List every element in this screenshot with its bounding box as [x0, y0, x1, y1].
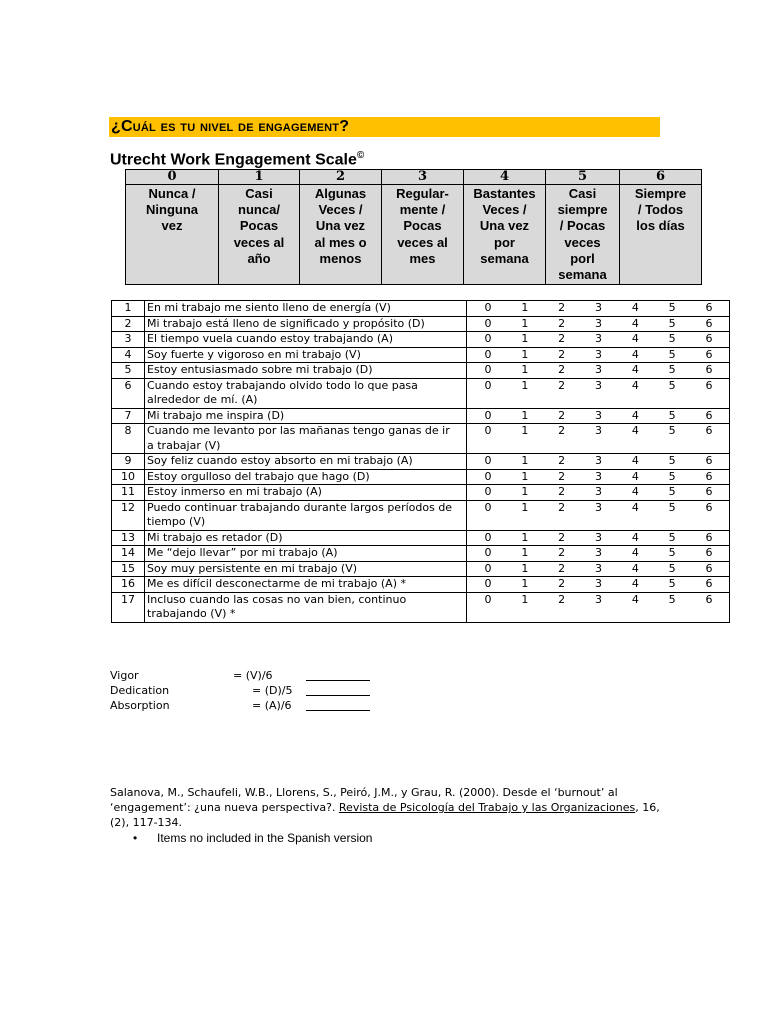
scale-label: [620, 185, 702, 285]
item-statement-line: Me “dejo llevar” por mi trabajo (A): [147, 546, 338, 559]
item-number: 15: [112, 561, 145, 577]
scale-label-line: Una vez: [315, 218, 366, 234]
option-value[interactable]: 3: [594, 424, 602, 437]
item-statement: [145, 332, 467, 348]
answer-blank: [306, 695, 370, 696]
scale-label: [464, 185, 546, 285]
scale-number: 1: [219, 170, 300, 185]
option-value[interactable]: 5: [668, 301, 676, 314]
option-value[interactable]: 3: [594, 546, 602, 559]
option-row: [467, 348, 729, 363]
scale-label-line: / Pocas: [559, 218, 606, 234]
scale-label-line: nunca/: [238, 202, 280, 218]
scale-label-line: Veces /: [482, 202, 527, 218]
option-value[interactable]: 4: [631, 347, 639, 361]
option-value[interactable]: 5: [668, 408, 676, 422]
item-statement: [145, 577, 467, 593]
scale-label: [300, 185, 382, 285]
scale-label-line: Una vez: [479, 218, 530, 234]
option-value[interactable]: 5: [668, 577, 676, 590]
option-value[interactable]: 6: [705, 347, 713, 361]
scale-label-line: / Todos: [637, 202, 684, 218]
scale-label-line: Casi: [245, 186, 273, 201]
item-statement-line: tiempo (V): [147, 515, 206, 528]
answer-blank: [306, 710, 370, 711]
table-row: [112, 347, 730, 363]
option-value[interactable]: 5: [668, 316, 676, 330]
option-value[interactable]: 4: [631, 454, 639, 467]
item-statement-line: Incluso cuando las cosas no van bien, continuo: [147, 592, 407, 606]
item-statement: [145, 454, 467, 470]
option-value[interactable]: 4: [631, 301, 639, 314]
item-statement: [145, 316, 467, 332]
item-number: 2: [112, 316, 145, 332]
option-row: [467, 454, 729, 469]
option-value[interactable]: 4: [631, 378, 639, 392]
scale-number: 0: [126, 170, 219, 185]
item-options: [467, 546, 730, 562]
option-value[interactable]: 5: [668, 347, 676, 361]
item-statement-line: Mi trabajo me inspira (D): [147, 408, 285, 422]
scale-label-line: los días: [636, 218, 685, 234]
item-options: [467, 485, 730, 501]
table-row: [112, 454, 730, 470]
scale-label-line: veces: [564, 234, 601, 250]
option-value[interactable]: 1: [521, 469, 529, 483]
item-statement: [145, 500, 467, 530]
scale-label: [546, 185, 620, 285]
scale-label-line: porl: [570, 250, 595, 266]
option-value[interactable]: 3: [594, 577, 602, 590]
option-value[interactable]: 1: [521, 500, 529, 514]
option-value[interactable]: 1: [521, 454, 529, 467]
scale-label-line: al mes o: [314, 234, 367, 250]
table-row: [112, 363, 730, 379]
option-value[interactable]: 0: [484, 500, 492, 514]
item-statement: [145, 530, 467, 546]
scale-number: 2: [300, 170, 382, 185]
option-value[interactable]: 6: [705, 363, 713, 376]
option-value[interactable]: 0: [484, 378, 492, 392]
item-statement-line: Cuando estoy trabajando olvido todo lo que pasa: [147, 378, 418, 392]
option-value[interactable]: 2: [558, 530, 566, 544]
reference-authors: Salanova, M., Schaufeli, W.B., Llorens, S., Peiró, J.M., y Grau, R. (2000). Desde el ‘burnout’ al ‘engagement’: ¿una nueva perspectiva?.: [110, 786, 618, 814]
option-value[interactable]: 5: [668, 485, 676, 498]
item-number: 17: [112, 592, 145, 622]
option-row: [467, 317, 729, 332]
option-value[interactable]: 2: [558, 363, 566, 376]
option-value[interactable]: 5: [668, 561, 676, 575]
scale-label-row: [126, 185, 702, 285]
formula-label: Vigor: [110, 669, 139, 682]
option-value[interactable]: 4: [631, 408, 639, 422]
item-options: [467, 500, 730, 530]
item-statement-line: a trabajar (V): [147, 438, 221, 452]
item-statement-line: trabajando (V) *: [147, 607, 236, 620]
option-value[interactable]: 0: [484, 332, 492, 345]
item-options: [467, 332, 730, 348]
copyright-mark: ©: [356, 150, 365, 161]
item-statement-line: El tiempo vuela cuando estoy trabajando (A): [147, 332, 393, 345]
option-value[interactable]: 5: [668, 378, 676, 392]
option-value[interactable]: 2: [558, 469, 566, 483]
item-statement-line: alrededor de mí. (A): [147, 393, 258, 406]
reference-volume: , 16, (2), 117-134.: [110, 801, 660, 829]
scale-label-line: Regular-: [396, 186, 449, 201]
option-value[interactable]: 0: [484, 592, 492, 606]
option-value[interactable]: 1: [521, 301, 529, 314]
item-statement: [145, 469, 467, 485]
option-value[interactable]: 5: [668, 454, 676, 467]
table-row: [112, 469, 730, 485]
option-value[interactable]: 3: [594, 301, 602, 314]
item-statement-line: Cuando me levanto por las mañanas tengo ganas de ir: [147, 424, 450, 437]
option-value[interactable]: 2: [558, 424, 566, 437]
option-value[interactable]: 1: [521, 592, 529, 606]
option-value[interactable]: 4: [631, 500, 639, 514]
scale-title: [110, 150, 364, 169]
option-row: [467, 577, 729, 592]
option-value[interactable]: 4: [631, 424, 639, 437]
option-row: [467, 501, 729, 516]
item-options: [467, 561, 730, 577]
scale-title-text: Utrecht Work Engagement Scale: [110, 151, 357, 169]
scale-label-line: año: [247, 250, 271, 266]
footnote-bullet: [133, 831, 372, 845]
item-statement-line: En mi trabajo me siento lleno de energía (V): [147, 301, 391, 314]
table-row: [112, 530, 730, 546]
item-number: 10: [112, 469, 145, 485]
item-statement-line: Soy muy persistente en mi trabajo (V): [147, 561, 358, 575]
option-row: [467, 546, 729, 561]
option-value[interactable]: 0: [484, 561, 492, 575]
scale-label: [219, 185, 300, 285]
item-options: [467, 424, 730, 454]
option-value[interactable]: 3: [594, 363, 602, 376]
option-value[interactable]: 6: [705, 485, 713, 498]
option-value[interactable]: 2: [558, 332, 566, 345]
title-banner: [109, 117, 660, 137]
option-row: [467, 301, 729, 316]
option-row: [467, 593, 729, 608]
item-statement-line: Estoy inmerso en mi trabajo (A): [147, 485, 322, 498]
scale-label-line: Pocas: [239, 218, 279, 234]
option-value[interactable]: 6: [705, 408, 713, 422]
table-row: [112, 378, 730, 408]
option-value[interactable]: 5: [668, 424, 676, 437]
option-value[interactable]: 0: [484, 316, 492, 330]
table-row: [112, 500, 730, 530]
option-row: [467, 424, 729, 439]
item-options: [467, 592, 730, 622]
option-value[interactable]: 0: [484, 530, 492, 544]
option-value[interactable]: 3: [594, 485, 602, 498]
item-number: 12: [112, 500, 145, 530]
option-value[interactable]: 2: [558, 485, 566, 498]
option-value[interactable]: 0: [484, 408, 492, 422]
item-options: [467, 316, 730, 332]
scale-number-row: [126, 170, 702, 185]
table-row: [112, 301, 730, 317]
response-scale-table: [125, 169, 702, 285]
scale-label-line: mes: [409, 250, 436, 266]
table-row: [112, 546, 730, 562]
option-value[interactable]: 3: [594, 378, 602, 392]
option-row: [467, 363, 729, 378]
formula-label: Absorption: [110, 699, 170, 712]
item-options: [467, 454, 730, 470]
item-options: [467, 530, 730, 546]
table-row: [112, 561, 730, 577]
table-row: [112, 424, 730, 454]
option-value[interactable]: 2: [558, 378, 566, 392]
option-value[interactable]: 0: [484, 469, 492, 483]
item-options: [467, 301, 730, 317]
formula-expression: = (A)/6: [252, 699, 292, 712]
footnote-text: Items no included in the Spanish version: [157, 831, 373, 845]
reference-journal: Revista de Psicología del Trabajo y las Organizaciones: [338, 801, 636, 814]
option-value[interactable]: 5: [668, 500, 676, 514]
scale-label-line: semana: [480, 250, 529, 266]
item-statement-line: Soy fuerte y vigoroso en mi trabajo (V): [147, 347, 361, 361]
item-statement: [145, 347, 467, 363]
option-value[interactable]: 1: [521, 561, 529, 575]
option-value[interactable]: 4: [631, 469, 639, 483]
scale-label-line: Algunas: [314, 186, 367, 201]
option-value[interactable]: 3: [594, 408, 602, 422]
scale-label-line: veces al: [233, 234, 285, 250]
option-value[interactable]: 2: [558, 577, 566, 590]
table-row: [112, 592, 730, 622]
option-value[interactable]: 4: [631, 592, 639, 606]
item-statement-line: Me es difícil desconectarme de mi trabajo (A) *: [147, 577, 406, 590]
item-number: 16: [112, 577, 145, 593]
option-row: [467, 332, 729, 347]
option-value[interactable]: 6: [705, 592, 713, 606]
item-statement-line: Puedo continuar trabajando durante largos períodos de: [147, 500, 453, 514]
option-value[interactable]: 6: [705, 577, 713, 590]
item-statement-line: Estoy entusiasmado sobre mi trabajo (D): [147, 363, 373, 376]
option-value[interactable]: 5: [668, 546, 676, 559]
item-number: 13: [112, 530, 145, 546]
item-statement-line: Estoy orgulloso del trabajo que hago (D): [147, 469, 370, 483]
option-value[interactable]: 2: [558, 500, 566, 514]
option-value[interactable]: 1: [521, 347, 529, 361]
option-row: [467, 562, 729, 577]
option-value[interactable]: 4: [631, 530, 639, 544]
scale-label: [382, 185, 464, 285]
table-row: [112, 577, 730, 593]
item-statement-line: Soy feliz cuando estoy absorto en mi trabajo (A): [147, 454, 413, 467]
scale-number: 5: [546, 170, 620, 185]
table-row: [112, 316, 730, 332]
scale-label-line: Pocas: [403, 218, 442, 234]
option-value[interactable]: 0: [484, 424, 492, 437]
item-statement-line: Mi trabajo es retador (D): [147, 530, 283, 544]
option-value[interactable]: 0: [484, 454, 492, 467]
option-row: [467, 485, 729, 500]
option-row: [467, 531, 729, 546]
item-number: 9: [112, 454, 145, 470]
item-statement: [145, 301, 467, 317]
option-value[interactable]: 6: [705, 546, 713, 559]
item-number: 5: [112, 363, 145, 379]
option-value[interactable]: 3: [594, 500, 602, 514]
scale-label-line: Siempre: [634, 186, 687, 201]
option-value[interactable]: 1: [521, 530, 529, 544]
items-table: [111, 300, 730, 623]
option-value[interactable]: 6: [705, 316, 713, 330]
scale-label-line: semana: [558, 267, 607, 283]
item-statement: [145, 485, 467, 501]
table-row: [112, 485, 730, 501]
option-value[interactable]: 5: [668, 469, 676, 483]
scale-label-line: por: [494, 234, 515, 250]
option-value[interactable]: 2: [558, 301, 566, 314]
answer-blank: [306, 680, 370, 681]
item-number: 14: [112, 546, 145, 562]
item-options: [467, 378, 730, 408]
option-value[interactable]: 3: [594, 469, 602, 483]
scale-label-line: Ninguna: [146, 202, 198, 218]
option-value[interactable]: 0: [484, 363, 492, 376]
scale-label-line: Veces /: [318, 202, 363, 218]
option-value[interactable]: 2: [558, 561, 566, 575]
option-row: [467, 409, 729, 424]
item-options: [467, 363, 730, 379]
option-value[interactable]: 5: [668, 530, 676, 544]
option-value[interactable]: 6: [705, 454, 713, 467]
option-value[interactable]: 2: [558, 347, 566, 361]
item-number: 6: [112, 378, 145, 408]
scale-label-line: vez: [161, 218, 183, 234]
option-value[interactable]: 2: [558, 546, 566, 559]
item-options: [467, 577, 730, 593]
formula-expression: = (D)/5: [252, 684, 293, 697]
option-value[interactable]: 3: [594, 332, 602, 345]
option-value[interactable]: 2: [558, 316, 566, 330]
scale-label-line: menos: [319, 250, 362, 266]
option-value[interactable]: 3: [594, 592, 602, 606]
formula-expression: = (V)/6: [233, 669, 273, 682]
option-value[interactable]: 6: [705, 530, 713, 544]
option-value[interactable]: 6: [705, 500, 713, 514]
item-options: [467, 408, 730, 424]
option-value[interactable]: 2: [558, 408, 566, 422]
table-row: [112, 408, 730, 424]
option-value[interactable]: 2: [558, 454, 566, 467]
scale-label-line: Casi: [568, 186, 597, 201]
option-value[interactable]: 1: [521, 424, 529, 437]
scale-number: 4: [464, 170, 546, 185]
option-value[interactable]: 5: [668, 332, 676, 345]
scale-number: 6: [620, 170, 702, 185]
item-statement: [145, 592, 467, 622]
option-value[interactable]: 1: [521, 332, 529, 345]
item-statement: [145, 408, 467, 424]
option-value[interactable]: 0: [484, 485, 492, 498]
option-value[interactable]: 6: [705, 424, 713, 437]
item-number: 3: [112, 332, 145, 348]
option-value[interactable]: 1: [521, 577, 529, 590]
scale-label-line: siempre: [557, 202, 608, 218]
option-value[interactable]: 1: [521, 378, 529, 392]
option-value[interactable]: 4: [631, 561, 639, 575]
option-value[interactable]: 0: [484, 546, 492, 559]
option-row: [467, 470, 729, 485]
option-value[interactable]: 3: [594, 530, 602, 544]
option-value[interactable]: 1: [521, 316, 529, 330]
option-value[interactable]: 6: [705, 378, 713, 392]
scale-label: [126, 185, 219, 285]
item-number: 4: [112, 347, 145, 363]
option-value[interactable]: 3: [594, 561, 602, 575]
option-value[interactable]: 4: [631, 546, 639, 559]
option-value[interactable]: 6: [705, 561, 713, 575]
item-statement: [145, 546, 467, 562]
scale-label-line: veces al: [397, 234, 448, 250]
option-value[interactable]: 4: [631, 363, 639, 376]
item-statement: [145, 378, 467, 408]
scale-label-line: Nunca /: [148, 186, 196, 201]
item-statement-line: Mi trabajo está lleno de significado y propósito (D): [147, 316, 425, 330]
item-statement: [145, 424, 467, 454]
option-value[interactable]: 0: [484, 301, 492, 314]
option-value[interactable]: 4: [631, 332, 639, 345]
option-value[interactable]: 0: [484, 347, 492, 361]
scale-label-line: Bastantes: [473, 186, 536, 201]
option-value[interactable]: 3: [594, 316, 602, 330]
item-number: 1: [112, 301, 145, 317]
item-number: 7: [112, 408, 145, 424]
item-statement: [145, 561, 467, 577]
option-value[interactable]: 4: [631, 485, 639, 498]
table-row: [112, 332, 730, 348]
page-title: ¿Cuál es tu nivel de engagement?: [111, 118, 350, 135]
option-value[interactable]: 6: [705, 332, 713, 345]
option-row: [467, 379, 729, 394]
formula-label: Dedication: [110, 684, 170, 697]
option-value[interactable]: 1: [521, 363, 529, 376]
reference-citation: [110, 785, 670, 830]
item-number: 11: [112, 485, 145, 501]
option-value[interactable]: 1: [521, 485, 529, 498]
option-value[interactable]: 6: [705, 301, 713, 314]
item-options: [467, 347, 730, 363]
option-value[interactable]: 5: [668, 363, 676, 376]
scale-number: 3: [382, 170, 464, 185]
option-value[interactable]: 3: [594, 454, 602, 467]
item-statement: [145, 363, 467, 379]
item-options: [467, 469, 730, 485]
option-value[interactable]: 0: [484, 577, 492, 590]
item-number: 8: [112, 424, 145, 454]
bullet-glyph: •: [133, 831, 138, 845]
option-value[interactable]: 5: [668, 592, 676, 606]
option-value[interactable]: 1: [521, 546, 529, 559]
option-value[interactable]: 3: [594, 347, 602, 361]
option-value[interactable]: 4: [631, 577, 639, 590]
option-value[interactable]: 4: [631, 316, 639, 330]
scale-label-line: mente /: [399, 202, 446, 218]
option-value[interactable]: 6: [705, 469, 713, 483]
option-value[interactable]: 2: [558, 592, 566, 606]
option-value[interactable]: 1: [521, 408, 529, 422]
